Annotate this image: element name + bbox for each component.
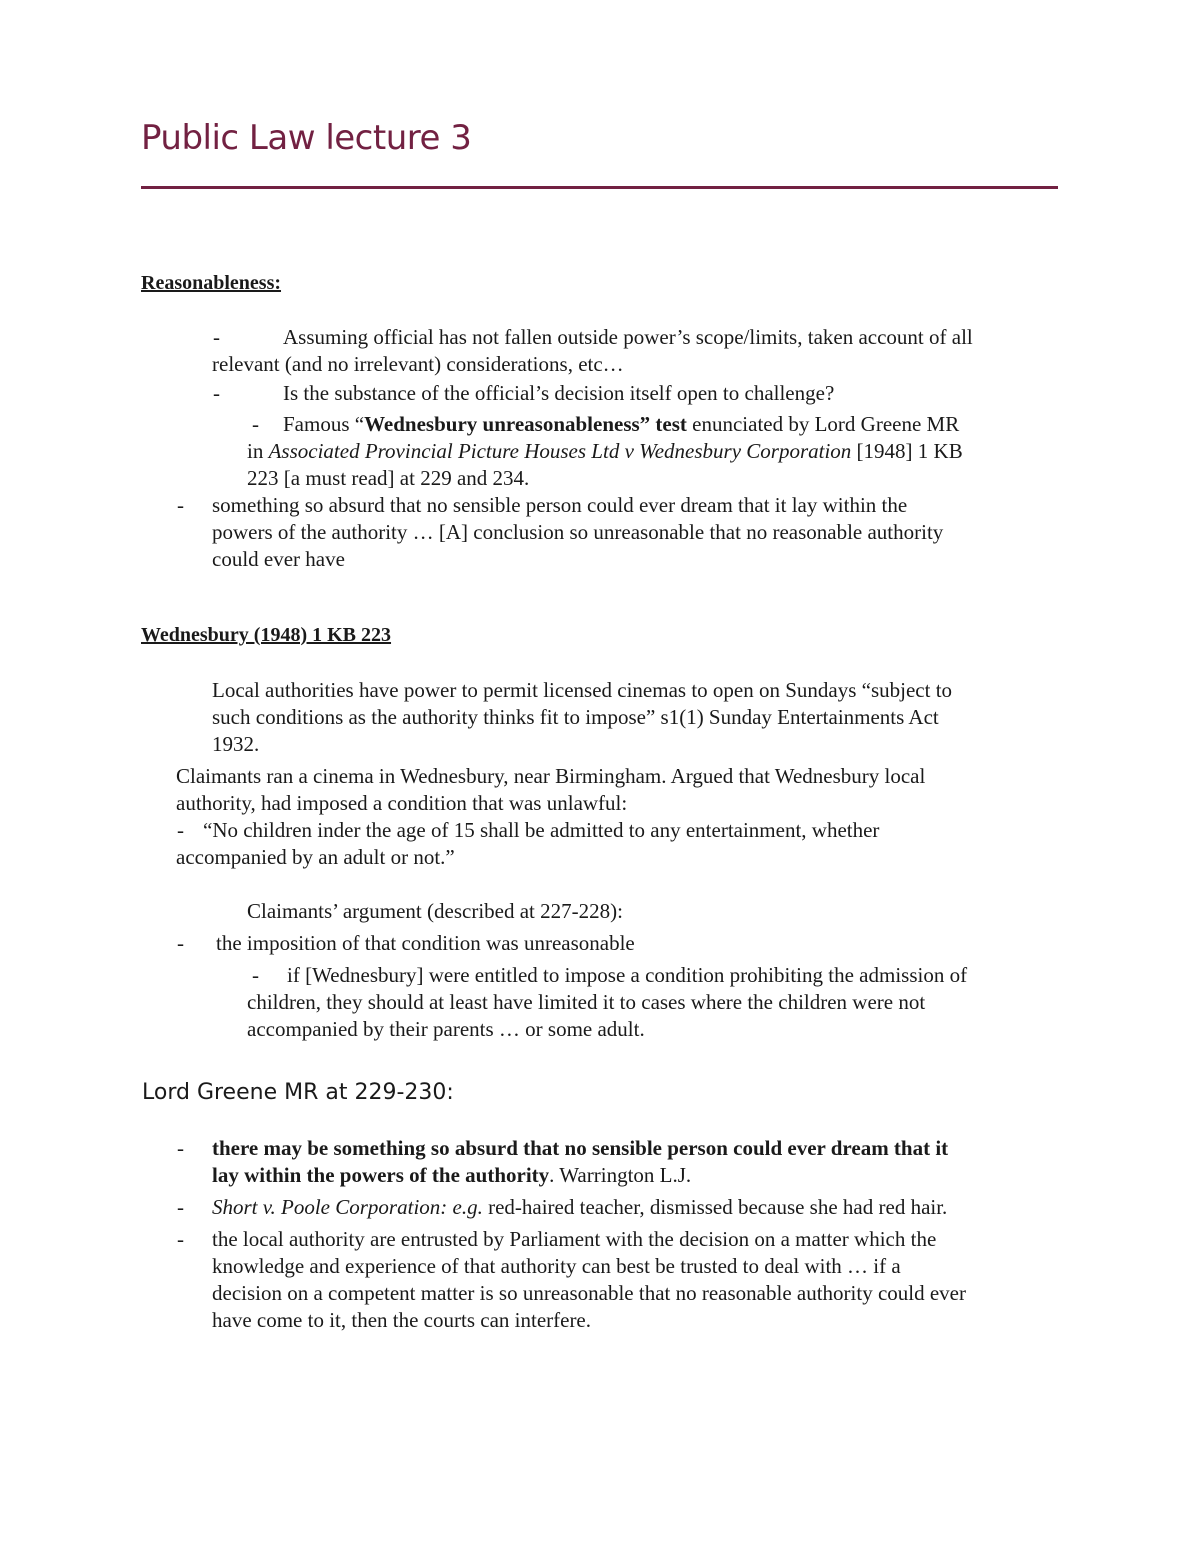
bullet-text: something so absurd that no sensible person could ever dream that it lay within the bbox=[212, 493, 908, 517]
sub-heading: Claimants’ argument (described at 227-228): bbox=[247, 899, 623, 923]
dash-bullet: - bbox=[252, 412, 259, 436]
paragraph-line: authority, had imposed a condition that was unlawful: bbox=[176, 791, 628, 815]
bullet-text: decision on a competent matter is so unreasonable that no reasonable authority could ever bbox=[212, 1281, 967, 1305]
dash-bullet: - bbox=[177, 1136, 184, 1160]
dash-bullet: - bbox=[213, 325, 220, 349]
text-run: red-haired teacher, dismissed because she had red hair. bbox=[482, 1195, 948, 1219]
dash-bullet: - bbox=[177, 1227, 184, 1251]
text-run: Famous “ bbox=[283, 412, 365, 436]
quote-text: “No children inder the age of 15 shall be admitted to any entertainment, whether bbox=[203, 818, 880, 842]
dash-bullet: - bbox=[177, 931, 184, 955]
bold-term: Wednesbury unreasonableness” test bbox=[364, 412, 687, 436]
bullet-text: knowledge and experience of that authority can best be trusted to deal with … if a bbox=[212, 1254, 901, 1278]
dash-bullet: - bbox=[252, 963, 259, 987]
bullet-text: Assuming official has not fallen outside power’s scope/limits, taken account of all bbox=[283, 325, 973, 349]
bullet-text: accompanied by their parents … or some adult. bbox=[247, 1017, 645, 1041]
paragraph-line: 1932. bbox=[212, 732, 260, 756]
bullet-text bbox=[212, 1162, 691, 1189]
bullet-text bbox=[283, 411, 959, 438]
dash-bullet: - bbox=[177, 493, 184, 517]
bullet-text: Is the substance of the official’s decision itself open to challenge? bbox=[283, 381, 835, 405]
page-title: Public Law lecture 3 bbox=[141, 118, 472, 158]
text-run: in bbox=[247, 439, 269, 463]
bullet-text: 223 [a must read] at 229 and 234. bbox=[247, 466, 530, 490]
text-run: [1948] 1 KB bbox=[851, 439, 963, 463]
bold-quote: there may be something so absurd that no sensible person could ever dream that it bbox=[212, 1136, 949, 1160]
bullet-text bbox=[212, 1194, 947, 1221]
paragraph-line: such conditions as the authority thinks fit to impose” s1(1) Sunday Entertainments Act bbox=[212, 705, 939, 729]
bullet-text: powers of the authority … [A] conclusion so unreasonable that no reasonable authority bbox=[212, 520, 944, 544]
bullet-text: the local authority are entrusted by Parliament with the decision on a matter which the bbox=[212, 1227, 937, 1251]
dash-bullet: - bbox=[213, 381, 220, 405]
bullet-text: the imposition of that condition was unreasonable bbox=[216, 931, 635, 955]
text-run: . Warrington L.J. bbox=[549, 1163, 692, 1187]
dash-bullet: - bbox=[177, 1195, 184, 1219]
title-divider bbox=[141, 186, 1058, 189]
section-heading-wednesbury: Wednesbury (1948) 1 KB 223 bbox=[141, 624, 392, 646]
bullet-text: relevant (and no irrelevant) considerations, etc… bbox=[212, 352, 624, 376]
bullet-text: could ever have bbox=[212, 547, 345, 571]
case-name: Short v. Poole Corporation: e.g. bbox=[212, 1195, 483, 1219]
bold-quote: lay within the powers of the authority bbox=[212, 1163, 550, 1187]
bullet-text: have come to it, then the courts can interfere. bbox=[212, 1308, 592, 1332]
paragraph-line: Claimants ran a cinema in Wednesbury, near Birmingham. Argued that Wednesbury local bbox=[176, 764, 926, 788]
bullet-text bbox=[247, 438, 963, 465]
paragraph-line: Local authorities have power to permit licensed cinemas to open on Sundays “subject to bbox=[212, 678, 953, 702]
section-heading-greene: Lord Greene MR at 229-230: bbox=[142, 1080, 454, 1105]
quote-text: accompanied by an adult or not.” bbox=[176, 845, 455, 869]
bullet-text bbox=[212, 1135, 948, 1162]
dash-bullet: - bbox=[177, 818, 184, 842]
bullet-text: children, they should at least have limited it to cases where the children were not bbox=[247, 990, 926, 1014]
bullet-text: if [Wednesbury] were entitled to impose a condition prohibiting the admission of bbox=[287, 963, 968, 987]
text-run: enunciated by Lord Greene MR bbox=[686, 412, 960, 436]
case-name: Associated Provincial Picture Houses Ltd v Wednesbury Corporation bbox=[268, 439, 852, 463]
section-heading-reasonableness: Reasonableness: bbox=[141, 272, 282, 294]
